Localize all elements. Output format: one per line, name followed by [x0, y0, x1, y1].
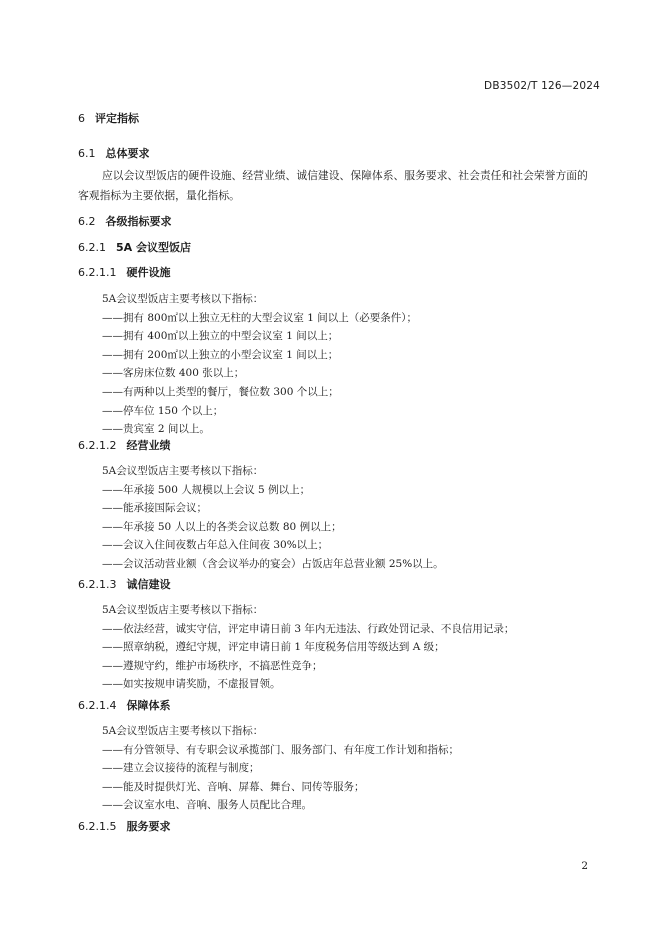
list-item: ——年承接 500 人规模以上会议 5 例以上； [102, 483, 311, 496]
section-number: 6.2 [78, 215, 96, 228]
document-code: DB3502/T 126—2024 [484, 80, 600, 92]
section-title: 保障体系 [126, 699, 171, 712]
list-item: ——能承接国际会议； [102, 502, 207, 515]
list-item: ——依法经营，诚实守信，评定申请日前 3 年内无违法、行政处罚记录、不良信用记录； [102, 622, 515, 635]
list-item: ——拥有 800㎡以上独立无柱的大型会议室 1 间以上（必要条件）； [102, 311, 417, 324]
list-item: ——建立会议接待的流程与制度； [102, 762, 260, 775]
section-paragraph-6-1: 应以会议型饭店的硬件设施、经营业绩、诚信建设、保障体系、服务要求、社会责任和社会荣誉方面的客观指标为主要依据，量化指标。 [78, 169, 588, 202]
list-item: 5A会议型饭店主要考核以下指标： [102, 293, 264, 305]
section-title: 诚信建设 [126, 578, 171, 591]
list-item: ——贵宾室 2 间以上。 [102, 423, 210, 436]
section-title: 总体要求 [105, 147, 150, 160]
list-item: ——会议入住间夜数占年总入住间夜 30%以上； [102, 539, 329, 552]
section-number: 6.2.1.1 [78, 266, 117, 279]
section-heading-6 [78, 110, 139, 126]
list-item: 5A会议型饭店主要考核以下指标： [102, 725, 264, 737]
section-heading-6-2-1-4 [78, 697, 170, 713]
list-item: ——有分管领导、有专职会议承揽部门、服务部门、有年度工作计划和指标； [102, 743, 459, 756]
section-heading-6-2 [78, 213, 172, 229]
section-number: 6.1 [78, 147, 96, 160]
section-heading-6-2-1 [78, 239, 191, 255]
section-number: 6.2.1 [78, 241, 106, 254]
section-number: 6.2.1.4 [78, 699, 117, 712]
list-item: ——会议室水电、音响、服务人员配比合理。 [102, 799, 312, 812]
list-item: ——照章纳税，遵纪守规，评定申请日前 1 年度税务信用等级达到 A 级； [102, 641, 445, 654]
list-item: ——会议活动营业额（含会议举办的宴会）占饭店年总营业额 25%以上。 [102, 557, 444, 570]
list-item: 5A会议型饭店主要考核以下指标： [102, 604, 264, 616]
list-item: ——如实按规申请奖励，不虚报冒领。 [102, 678, 281, 691]
list-item: ——拥有 200㎡以上独立的小型会议室 1 间以上； [102, 348, 339, 361]
section-title: 评定指标 [95, 112, 139, 125]
criteria-list-integrity [102, 601, 514, 694]
section-title: 服务要求 [126, 820, 171, 833]
section-heading-6-2-1-3 [78, 576, 170, 592]
list-item: ——能及时提供灯光、音响、屏幕、舞台、同传等服务； [102, 780, 365, 793]
criteria-list-hardware [102, 290, 417, 439]
section-heading-6-2-1-1 [78, 264, 170, 280]
section-number: 6.2.1.3 [78, 578, 117, 591]
list-item: ——遵规守约，维护市场秩序，不搞恶性竞争； [102, 659, 323, 672]
criteria-list-performance [102, 462, 444, 574]
section-title: 经营业绩 [126, 439, 171, 452]
section-heading-6-2-1-2 [78, 437, 170, 453]
criteria-list-support [102, 722, 459, 815]
list-item: 5A会议型饭店主要考核以下指标： [102, 465, 264, 477]
section-heading-6-1 [78, 145, 150, 161]
section-title: 硬件设施 [126, 266, 171, 279]
section-heading-6-2-1-5 [78, 818, 170, 834]
list-item: ——客房床位数 400 张以上； [102, 367, 245, 380]
section-number: 6.2.1.2 [78, 439, 117, 452]
page-number: 2 [581, 860, 588, 872]
list-item: ——拥有 400㎡以上独立的中型会议室 1 间以上； [102, 330, 339, 343]
section-number: 6 [78, 112, 85, 125]
section-title: 5A 会议型饭店 [116, 241, 191, 254]
list-item: ——年承接 50 人以上的各类会议总数 80 例以上； [102, 520, 342, 533]
list-item: ——停车位 150 个以上； [102, 404, 224, 417]
list-item: ——有两种以上类型的餐厅，餐位数 300 个以上； [102, 385, 339, 398]
section-number: 6.2.1.5 [78, 820, 117, 833]
section-title: 各级指标要求 [105, 215, 172, 228]
